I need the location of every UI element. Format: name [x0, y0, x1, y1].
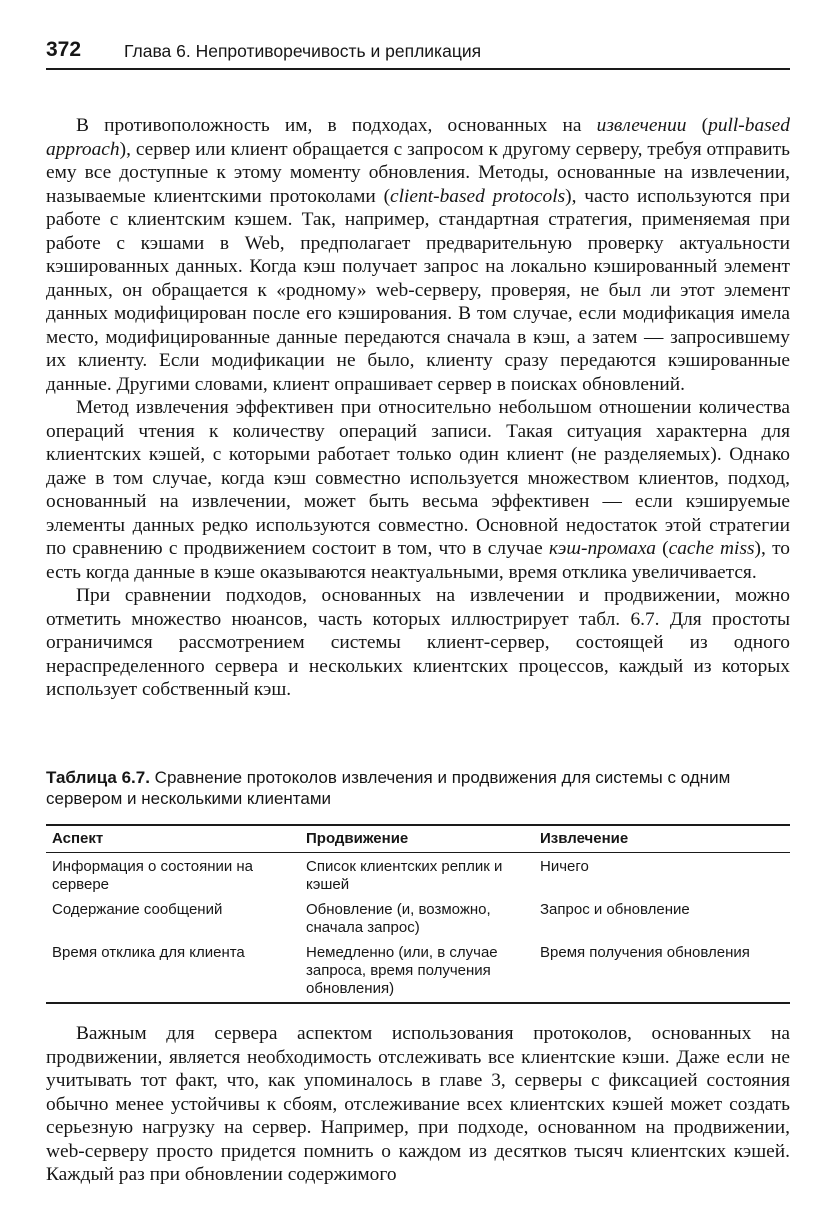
paragraph-3: При сравнении подходов, основанных на извлечении и продвижении, можно отметить множество нюансов, часть которых иллюстрирует табл. 6.7. Для простоты ограничимся рассмотрением системы клиент-сервер, состоящей из одного нераспределенного сервера и нескольких клиентских процессов, каждый из которых использует собственный кэш. [46, 585, 790, 700]
paragraph-1 [46, 114, 790, 396]
text-run: ), то есть когда данные в кэше оказываются неактуальными, время отклика увеличивается. [46, 538, 790, 583]
term-english: pull-based approach [46, 115, 790, 160]
table-cell: Немедленно (или, в случае запроса, время получения обновления) [306, 944, 498, 997]
caption-text: Сравнение протоколов извлечения и продвижения для системы с одним сервером и несколькими клиентами [46, 768, 731, 808]
table-cell: Ничего [540, 858, 589, 875]
column-header-push: Продвижение [300, 825, 534, 853]
table-header-row [46, 825, 790, 853]
term-english: client-based protocols [390, 185, 566, 207]
term-italic: извлечении [596, 115, 687, 136]
paragraph-4: Важным для сервера аспектом использования протоколов, основанных на продвижении, является необходимость отслеживать все клиентские кэши. Даже если не учитывать тот факт, что, как упоминалось в главе 3, серверы с фиксацией состояния обычно менее устойчивы к сбоям, отслеживание всех клиентских кэшей может создать серьезную нагрузку на сервер. Например, при подходе, основанном на продвижении, web-серверу просто придется помнить о каждом из десятков тысяч клиентских кэшей. Каждый раз при обновлении содержимого [46, 1023, 790, 1185]
column-header-aspect: Аспект [46, 825, 300, 853]
paragraph-2 [46, 396, 790, 584]
text-run: В противоположность им, в подходах, основанных на [76, 115, 597, 136]
table-row [46, 941, 790, 1003]
page-number: 372 [46, 38, 82, 61]
table-cell: Список клиентских реплик и кэшей [306, 858, 503, 893]
table-cell: Время отклика для клиента [52, 944, 245, 961]
table-caption [46, 767, 790, 809]
table-row [46, 853, 790, 899]
text-run: ), сервер или клиент обращается с запросом к другому серверу, требуя отправить ему все доступные к этому моменту обновления. Методы, основанные на извлечении, называемые клиентскими протоколами ( [46, 138, 790, 207]
text-run: ( [686, 115, 709, 136]
table-cell: Содержание сообщений [52, 901, 223, 918]
chapter-title: Глава 6. Непротиворечивость и репликация [124, 41, 482, 61]
table-row [46, 898, 790, 941]
table-cell: Время получения обновления [540, 944, 750, 961]
term-italic: кэш-промаха [548, 538, 656, 559]
caption-label: Таблица 6.7. [46, 768, 150, 787]
body-text-bottom [46, 1022, 790, 1187]
column-header-pull: Извлечение [534, 825, 790, 853]
running-header [46, 38, 790, 70]
body-text-top [46, 114, 790, 702]
text-run: ), часто используются при работе с клиентским кэшем. Так, например, стандартная стратегия, применяемая при работе с кэшами в Web, предполагает предварительную проверку актуальности кэшированных данных. Когда кэш получает запрос на локально кэшированный элемент данных, он обращается к «родному» web-серверу, проверяя, не был ли этот элемент данных модифицирован после его кэширования. В том случае, если модификация имела место, модифицированные данные передаются сначала в кэш, а затем — запросившему их клиенту. Если модификации не было, клиенту сразу передаются кэшированные данные. Другими словами, клиент опрашивает сервер в поисках обновлений. [46, 185, 790, 395]
table-cell: Информация о состоянии на сервере [52, 858, 254, 893]
term-english: cache miss [668, 538, 755, 559]
text-run: ( [655, 538, 669, 559]
table-cell: Запрос и обновление [540, 901, 690, 918]
comparison-table [46, 824, 790, 1004]
table-cell: Обновление (и, возможно, сначала запрос) [306, 901, 491, 936]
text-run: Метод извлечения эффективен при относительно небольшом отношении количества операций чтения к количеству операций записи. Такая ситуация характерна для клиентских кэшей, с которыми работает только один клиент (не разделяемых). Однако даже в том случае, когда кэш совместно используется множеством клиентов, подход, основанный на извлечении, может быть весьма эффективен — если кэшируемые элементы данных редко используются совместно. Основной недостаток этой стратегии по сравнению с продвижением состоит в том, что в случае [46, 397, 790, 559]
